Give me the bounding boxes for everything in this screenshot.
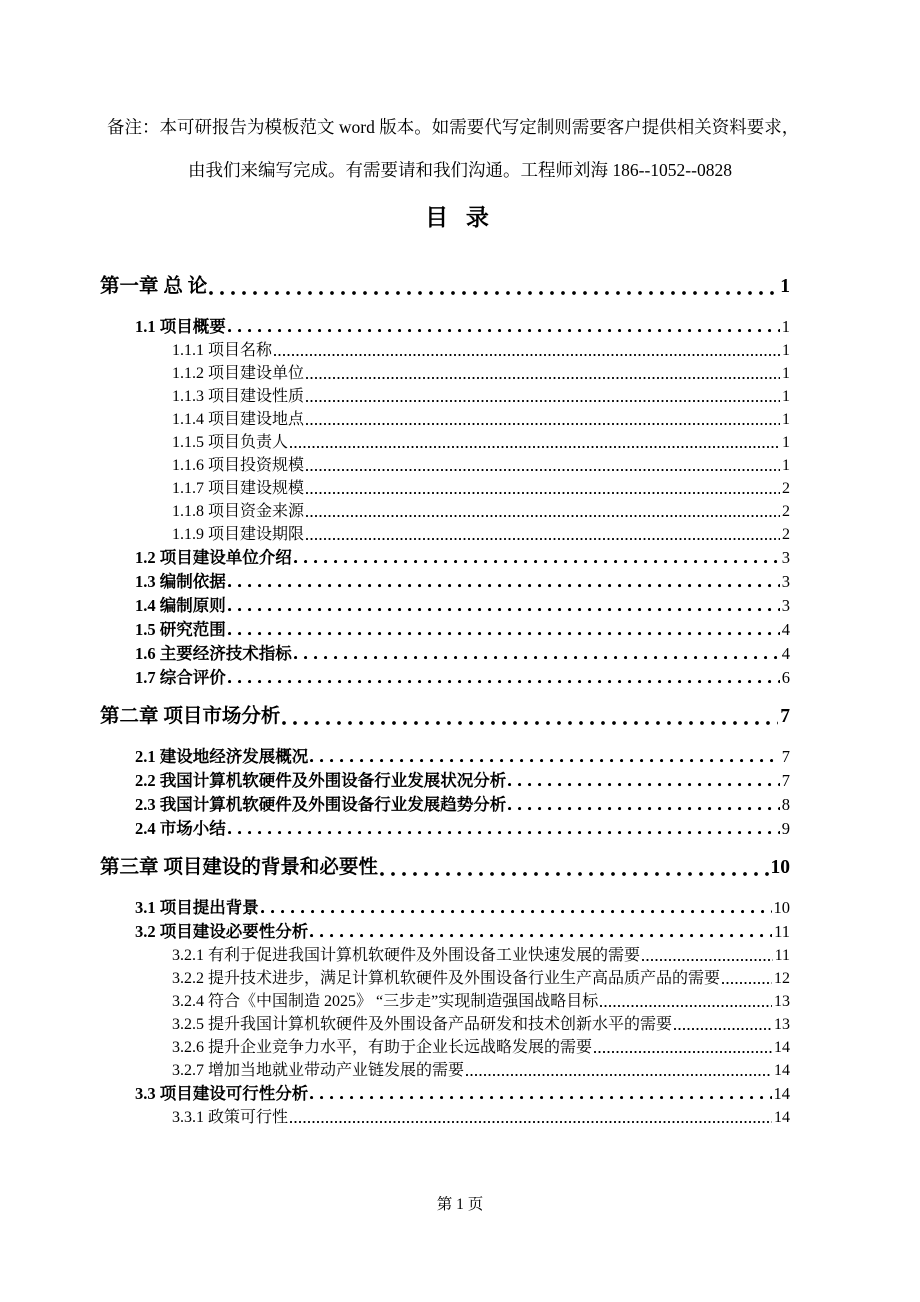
- toc-entry: [135, 745, 790, 769]
- toc-dot-leader: [306, 477, 780, 500]
- page-number-label: 第 1 页: [436, 1196, 484, 1213]
- note-line-2: 由我们来编写完成。有需要请和我们沟通。工程师刘海 186--1052--0828: [188, 160, 732, 180]
- toc-page-number: 7: [780, 706, 790, 727]
- toc-entry-label: 1.1.9 项目建设期限: [172, 526, 305, 543]
- toc-page-number: 2: [782, 480, 790, 497]
- toc-entry: [135, 920, 790, 944]
- toc-entry-label: 3.3 项目建设可行性分析: [135, 1084, 309, 1103]
- toc-dot-leader: [290, 431, 780, 454]
- toc-page-number: 9: [781, 819, 790, 838]
- toc-entry: [172, 1036, 790, 1059]
- toc-page-number: 10: [773, 898, 790, 917]
- toc-entry: [172, 967, 790, 990]
- toc-entry: [172, 477, 790, 500]
- toc-dot-leader: [228, 618, 780, 642]
- toc-page-number: 1: [780, 276, 790, 297]
- toc-entry-label: 2.4 市场小结: [135, 819, 226, 838]
- toc-dot-leader: [600, 990, 772, 1013]
- toc-entry: [100, 272, 790, 302]
- toc-page-number: 1: [782, 411, 790, 428]
- toc-dot-leader: [261, 896, 772, 920]
- toc-dot-leader: [290, 1106, 772, 1129]
- toc-dot-leader: [380, 853, 769, 883]
- toc-page-number: 3: [781, 596, 790, 615]
- toc-entry-label: 2.3 我国计算机软硬件及外围设备行业发展趋势分析: [135, 795, 507, 814]
- toc-page-number: 7: [781, 771, 790, 790]
- toc-dot-leader: [466, 1059, 772, 1082]
- toc-entry-label: 3.2.6 提升企业竞争力水平，有助于企业长远战略发展的需要: [172, 1039, 593, 1056]
- toc-entry: [172, 1013, 790, 1036]
- toc-entry-label: 1.1.1 项目名称: [172, 342, 273, 359]
- toc-page-number: 3: [781, 548, 790, 567]
- toc-page-number: 1: [782, 365, 790, 382]
- toc-entry-label: 2.1 建设地经济发展概况: [135, 747, 309, 766]
- toc-entry: [172, 339, 790, 362]
- toc-page-number: 14: [773, 1084, 790, 1103]
- toc-entry: [135, 896, 790, 920]
- toc-dot-leader: [228, 594, 780, 618]
- toc-dot-leader: [294, 546, 780, 570]
- toc-entry: [172, 1106, 790, 1129]
- template-note: [107, 106, 813, 192]
- toc-page-number: 1: [782, 388, 790, 405]
- toc-page-number: 10: [770, 857, 790, 878]
- toc-page-number: 4: [781, 644, 790, 663]
- toc-dot-leader: [674, 1013, 772, 1036]
- toc-page-number: 2: [782, 526, 790, 543]
- toc-entry-label: 2.2 我国计算机软硬件及外围设备行业发展状况分析: [135, 771, 507, 790]
- toc-page-number: 2: [782, 503, 790, 520]
- toc-dot-leader: [310, 920, 772, 944]
- toc-page-number: 6: [781, 668, 790, 687]
- toc-entry: [100, 853, 790, 883]
- toc-dot-leader: [228, 666, 780, 690]
- toc-entry-label: 3.2.4 符合《中国制造 2025》 “三步走”实现制造强国战略目标: [172, 993, 599, 1010]
- toc-entry-label: 3.2.2 提升技术进步，满足计算机软硬件及外围设备行业生产高品质产品的需要: [172, 970, 721, 987]
- toc-entry-label: 1.5 研究范围: [135, 620, 226, 639]
- toc-entry-label: 3.3.1 政策可行性: [172, 1109, 289, 1126]
- toc-entry: [100, 702, 790, 732]
- toc-entry-label: 1.1.3 项目建设性质: [172, 388, 305, 405]
- toc-entry: [135, 1082, 790, 1106]
- toc-entry-label: 第三章 项目建设的背景和必要性: [100, 857, 378, 878]
- toc-page-number: 1: [782, 342, 790, 359]
- toc-dot-leader: [306, 362, 780, 385]
- toc-entry: [172, 990, 790, 1013]
- toc-list: [100, 272, 790, 1129]
- toc-entry-label: 1.1.7 项目建设规模: [172, 480, 305, 497]
- toc-entry-label: 第二章 项目市场分析: [100, 706, 281, 727]
- toc-entry: [135, 769, 790, 793]
- toc-dot-leader: [642, 944, 773, 967]
- toc-dot-leader: [310, 1082, 771, 1106]
- toc-entry-label: 1.1.5 项目负责人: [172, 434, 289, 451]
- toc-entry-label: 3.1 项目提出背景: [135, 898, 259, 917]
- toc-page-number: 14: [774, 1109, 790, 1126]
- toc-dot-leader: [282, 702, 778, 732]
- toc-dot-leader: [228, 570, 780, 594]
- toc-entry: [135, 546, 790, 570]
- toc-entry: [172, 362, 790, 385]
- toc-entry: [172, 431, 790, 454]
- toc-dot-leader: [228, 315, 780, 339]
- toc-entry: [135, 618, 790, 642]
- toc-entry-label: 1.1 项目概要: [135, 317, 226, 336]
- toc-entry: [135, 642, 790, 666]
- toc-entry-label: 3.2.7 增加当地就业带动产业链发展的需要: [172, 1062, 465, 1079]
- toc-entry-label: 1.2 项目建设单位介绍: [135, 548, 292, 567]
- toc-dot-leader: [722, 967, 772, 990]
- toc-dot-leader: [306, 500, 780, 523]
- toc-page-number: 12: [774, 970, 790, 987]
- toc-page-number: 8: [781, 795, 790, 814]
- toc-page-number: 11: [774, 922, 790, 941]
- toc-entry-label: 1.1.4 项目建设地点: [172, 411, 305, 428]
- toc-entry: [135, 793, 790, 817]
- toc-dot-leader: [508, 769, 780, 793]
- toc-page-number: 1: [782, 457, 790, 474]
- toc-entry: [135, 666, 790, 690]
- toc-dot-leader: [594, 1036, 772, 1059]
- toc-entry-label: 1.7 综合评价: [135, 668, 226, 687]
- toc-entry: [135, 315, 790, 339]
- toc-entry: [172, 1059, 790, 1082]
- toc-dot-leader: [306, 454, 780, 477]
- toc-entry: [135, 570, 790, 594]
- toc-page-number: 13: [774, 993, 790, 1010]
- toc-dot-leader: [306, 408, 780, 431]
- toc-page-number: 7: [781, 747, 790, 766]
- toc-entry-label: 3.2 项目建设必要性分析: [135, 922, 309, 941]
- toc-page-number: 3: [781, 572, 790, 591]
- toc-entry-label: 1.6 主要经济技术指标: [135, 644, 292, 663]
- toc-page-number: 13: [774, 1016, 790, 1033]
- toc-entry-label: 1.3 编制依据: [135, 572, 226, 591]
- toc-dot-leader: [310, 745, 780, 769]
- toc-entry-label: 3.2.5 提升我国计算机软硬件及外围设备产品研发和技术创新水平的需要: [172, 1016, 673, 1033]
- toc-dot-leader: [306, 385, 780, 408]
- toc-entry: [135, 594, 790, 618]
- toc-entry-label: 第一章 总 论: [100, 276, 208, 297]
- toc-entry: [172, 500, 790, 523]
- page-footer: [0, 1192, 920, 1214]
- toc-entry-label: 1.1.6 项目投资规模: [172, 457, 305, 474]
- toc-entry-label: 3.2.1 有利于促进我国计算机软硬件及外围设备工业快速发展的需要: [172, 947, 641, 964]
- toc-dot-leader: [306, 523, 780, 546]
- toc-entry: [135, 817, 790, 841]
- toc-dot-leader: [209, 272, 778, 302]
- toc-entry: [172, 454, 790, 477]
- toc-dot-leader: [508, 793, 780, 817]
- toc-page-number: 4: [781, 620, 790, 639]
- toc-page-number: 1: [781, 317, 790, 336]
- toc-page-number: 14: [774, 1039, 790, 1056]
- toc-entry: [172, 385, 790, 408]
- toc-dot-leader: [274, 339, 780, 362]
- toc-entry-label: 1.4 编制原则: [135, 596, 226, 615]
- toc-dot-leader: [294, 642, 780, 666]
- toc-entry-label: 1.1.2 项目建设单位: [172, 365, 305, 382]
- toc-entry-label: 1.1.8 项目资金来源: [172, 503, 305, 520]
- toc-page-number: 11: [774, 947, 790, 964]
- toc-entry: [172, 944, 790, 967]
- toc-page-number: 14: [774, 1062, 790, 1079]
- toc-page-number: 1: [782, 434, 790, 451]
- toc-title: 目 录: [425, 205, 495, 230]
- toc-entry: [172, 408, 790, 431]
- note-line-1: 备注：本可研报告为模板范文 word 版本。如需要代写定制则需要客户提供相关资料要求，: [107, 117, 800, 137]
- toc-entry: [172, 523, 790, 546]
- toc-dot-leader: [228, 817, 780, 841]
